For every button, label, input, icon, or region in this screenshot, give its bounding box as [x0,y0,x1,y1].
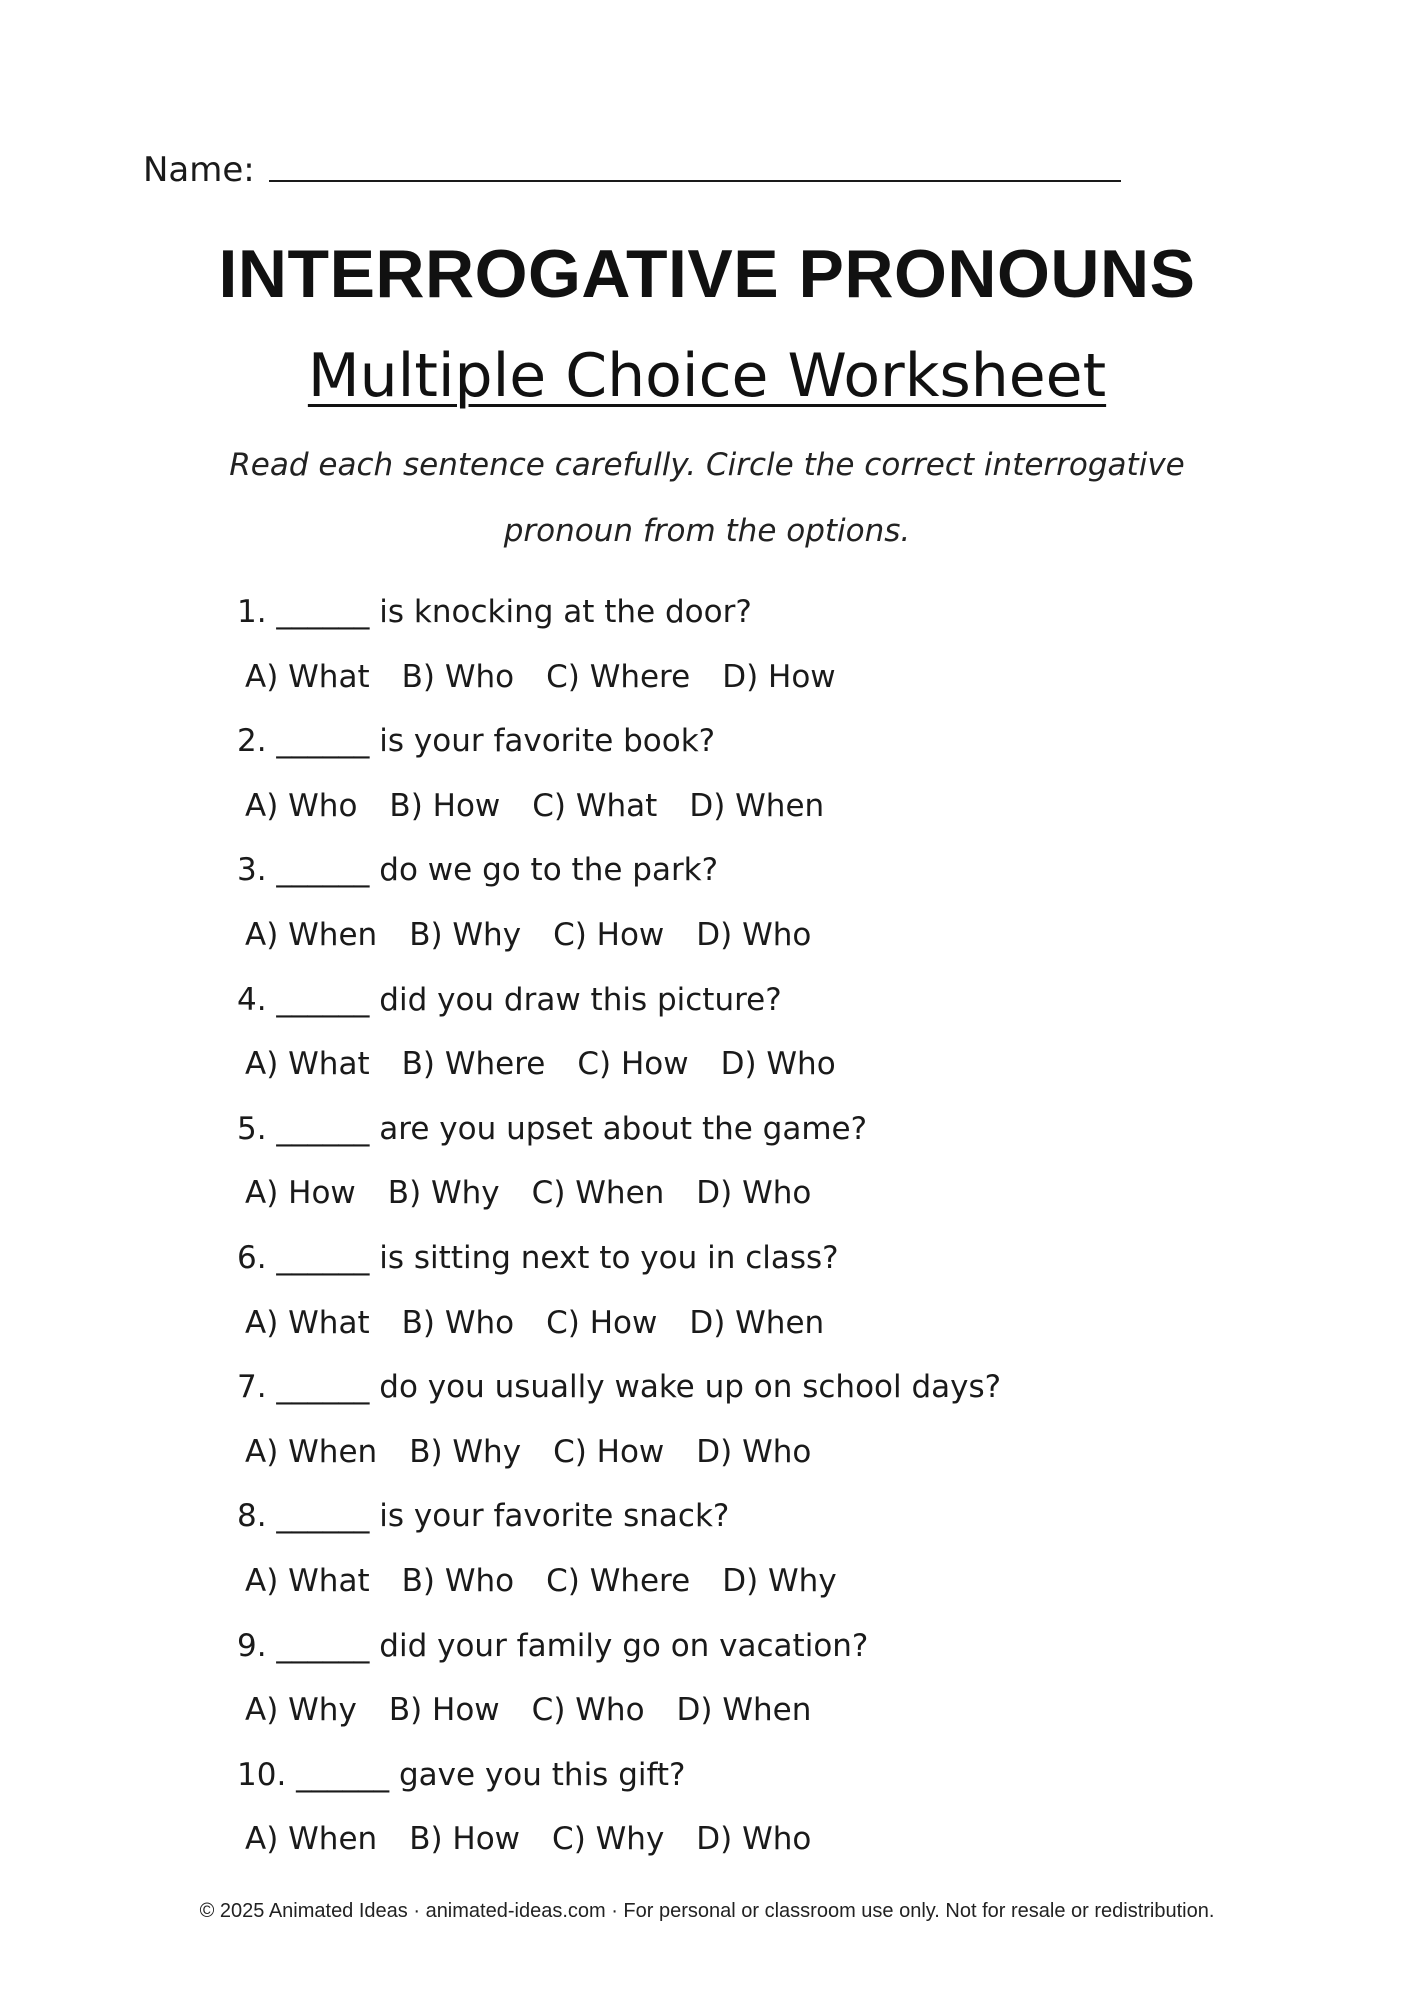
instructions-line-1: Read each sentence carefully. Circle the correct interrogative [229,447,1185,483]
answer-option[interactable]: B) Why [409,916,522,953]
answer-option[interactable]: D) When [676,1692,812,1729]
answer-option[interactable]: C) How [553,916,665,953]
question-list [237,586,1237,1878]
question-2-options [237,780,1237,845]
question-1: 1. ______ is knocking at the door? [237,594,752,630]
answer-option[interactable]: B) How [389,787,501,824]
answer-option[interactable]: C) How [553,1433,665,1470]
copyright-footer: © 2025 Animated Ideas · animated-ideas.com · For personal or classroom use only. Not for resale or redistribution. [199,1900,1215,1922]
question-6: 6. ______ is sitting next to you in class? [237,1239,839,1276]
answer-option[interactable]: C) Why [552,1821,665,1858]
question-7-options [237,1426,1237,1491]
answer-option[interactable]: A) How [245,1175,356,1212]
answer-option[interactable]: C) When [531,1175,665,1212]
question-4-options [237,1038,1237,1103]
answer-option[interactable]: C) How [577,1046,689,1083]
answer-option[interactable]: D) When [689,1304,825,1341]
answer-option[interactable]: B) Who [401,1304,515,1341]
answer-option[interactable]: A) Who [245,787,358,824]
answer-option[interactable]: C) Where [546,658,691,695]
answer-option[interactable]: C) What [532,787,658,824]
answer-option[interactable]: B) Where [401,1046,546,1083]
answer-option[interactable]: A) What [245,658,370,695]
question-10: 10. ______ gave you this gift? [237,1756,686,1793]
answer-option[interactable]: C) How [546,1304,658,1341]
name-blank-line[interactable] [269,180,1121,182]
instructions [200,432,1214,564]
question-3-options [237,909,1237,974]
answer-option[interactable]: A) When [245,1821,378,1858]
answer-option[interactable]: D) Who [720,1046,836,1083]
answer-option[interactable]: C) Who [531,1692,645,1729]
answer-option[interactable]: D) Who [696,1433,812,1470]
question-8: 8. ______ is your favorite snack? [237,1498,730,1535]
answer-option[interactable]: B) How [409,1821,521,1858]
answer-option[interactable]: D) Who [696,1821,812,1858]
answer-option[interactable]: B) Who [401,1562,515,1599]
answer-option[interactable]: A) What [245,1046,370,1083]
answer-option[interactable]: A) What [245,1304,370,1341]
question-8-options [237,1555,1237,1620]
worksheet-title: INTERROGATIVE PRONOUNS [218,236,1196,312]
answer-option[interactable]: D) Why [722,1562,837,1599]
answer-option[interactable]: D) How [722,658,836,695]
question-7: 7. ______ do you usually wake up on school days? [237,1369,1002,1406]
question-1-options [237,651,1237,716]
subtitle-text: Multiple Choice Worksheet [307,341,1107,411]
answer-option[interactable]: B) How [388,1692,500,1729]
answer-option[interactable]: C) Where [546,1562,691,1599]
answer-option[interactable]: B) Why [387,1175,500,1212]
question-2: 2. ______ is your favorite book? [237,723,716,760]
answer-option[interactable]: A) Why [245,1692,357,1729]
answer-option[interactable]: D) Who [696,916,812,953]
answer-option[interactable]: A) What [245,1562,370,1599]
question-3: 3. ______ do we go to the park? [237,852,719,889]
question-10-options [237,1813,1237,1878]
instructions-line-2: pronoun from the options. [503,513,911,549]
answer-option[interactable]: D) When [689,787,825,824]
question-9-options [237,1684,1237,1749]
name-field-row [143,140,1133,190]
question-5-options [237,1167,1237,1232]
question-9: 9. ______ did your family go on vacation? [237,1627,869,1664]
answer-option[interactable]: B) Why [409,1433,522,1470]
question-5: 5. ______ are you upset about the game? [237,1110,868,1147]
answer-option[interactable]: B) Who [401,658,515,695]
answer-option[interactable]: D) Who [696,1175,812,1212]
answer-option[interactable]: A) When [245,916,378,953]
answer-option[interactable]: A) When [245,1433,378,1470]
name-label: Name: [143,150,255,190]
worksheet-subtitle [0,338,1414,414]
question-4: 4. ______ did you draw this picture? [237,981,782,1018]
question-6-options [237,1297,1237,1362]
